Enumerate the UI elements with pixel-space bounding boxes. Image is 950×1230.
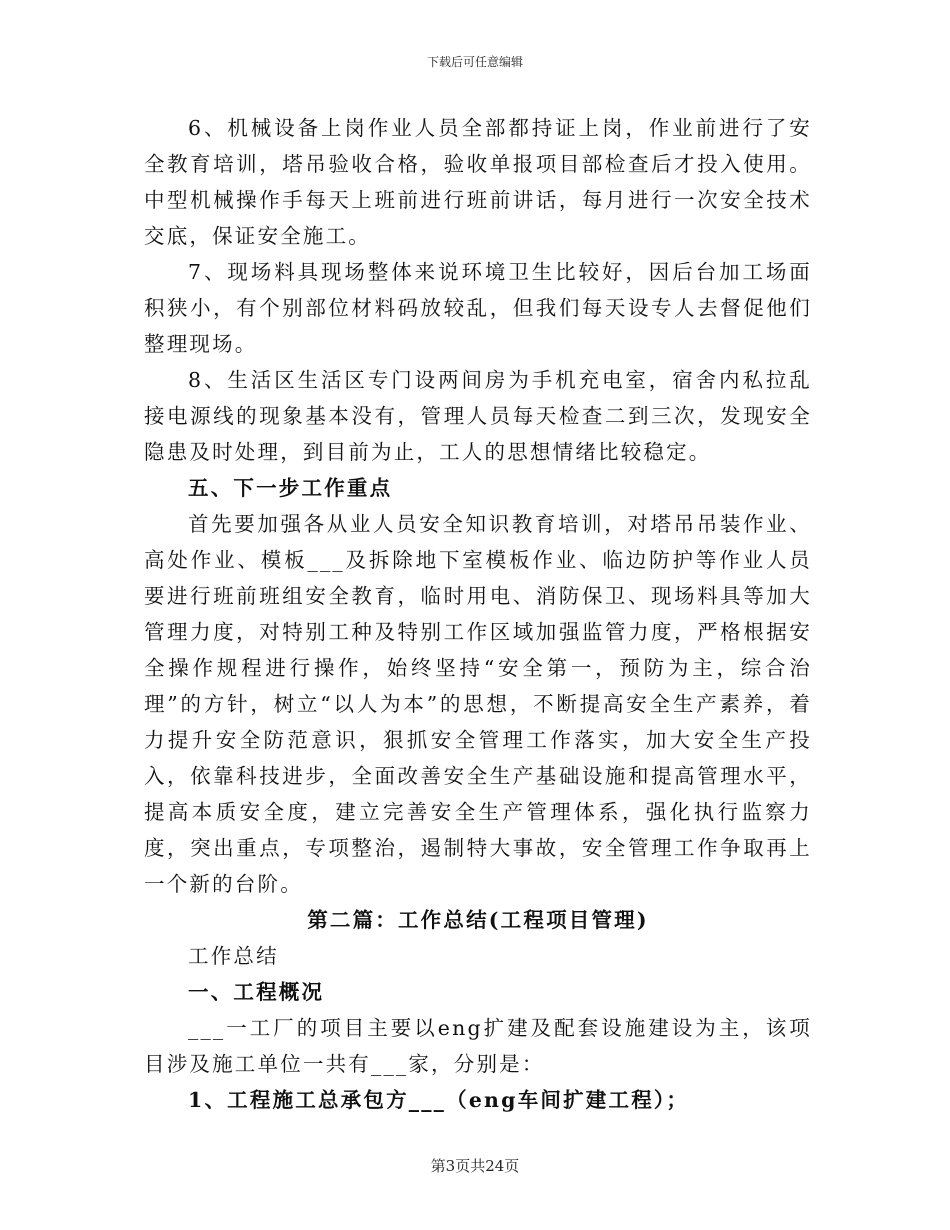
paragraph-6: 6、机械设备上岗作业人员全部都持证上岗，作业前进行了安全教育培训，塔吊验收合格，验收单报项目部检查后才投入使用。中型机械操作手每天上班前进行班前讲话，每月进行一次安全技术交底，保证安全施工。 xyxy=(144,116,812,248)
paragraph-next-steps: 首先要加强各从业人员安全知识教育培训，对塔吊吊装作业、高处作业、模板___及拆除地下室模板作业、临边防护等作业人员要进行班前班组安全教育，临时用电、消防保卫、现场料具等加大管理力度，对特别工种及特别工作区域加强监管力度，严格根据安全操作规程进行操作，始终坚持“安全第一，预防为主，综合治理”的方针，树立“以人为本”的思想，不断提高安全生产素养，着力提升安全防范意识，狠抓安全管理工作落实，加大安全生产投入，依靠科技进步，全面改善安全生产基础设施和提高管理水平，提高本质安全度，建立完善安全生产管理体系，强化执行监察力度，突出重点，专项整治，遏制特大事故，安全管理工作争取再上一个新的台阶。 xyxy=(144,512,812,896)
document-body xyxy=(144,110,812,1118)
section-heading-5: 五、下一步工作重点 xyxy=(188,476,393,500)
page-header: 下载后可任意编辑 xyxy=(426,55,523,69)
paragraph-7: 7、现场料具现场整体来说环境卫生比较好，因后台加工场面积狭小，有个别部位材料码放较乱，但我们每天设专人去督促他们整理现场。 xyxy=(144,260,812,356)
part-title: 第二篇：工作总结(工程项目管理) xyxy=(307,908,649,932)
paragraph-8: 8、生活区生活区专门设两间房为手机充电室，宿舍内私拉乱接电源线的现象基本没有，管理人员每天检查二到三次，发现安全隐患及时处理，到目前为止，工人的思想情绪比较稳定。 xyxy=(144,368,812,464)
work-summary-label: 工作总结 xyxy=(188,944,279,968)
paragraph-overview: ___一工厂的项目主要以eng扩建及配套设施建设为主，该项目涉及施工单位一共有___家，分别是： xyxy=(144,1016,812,1076)
list-item-1: 1、工程施工总承包方___（eng车间扩建工程）； xyxy=(188,1088,690,1112)
page-footer: 第3页共24页 xyxy=(430,1157,520,1175)
section-heading-1: 一、工程概况 xyxy=(188,980,325,1004)
